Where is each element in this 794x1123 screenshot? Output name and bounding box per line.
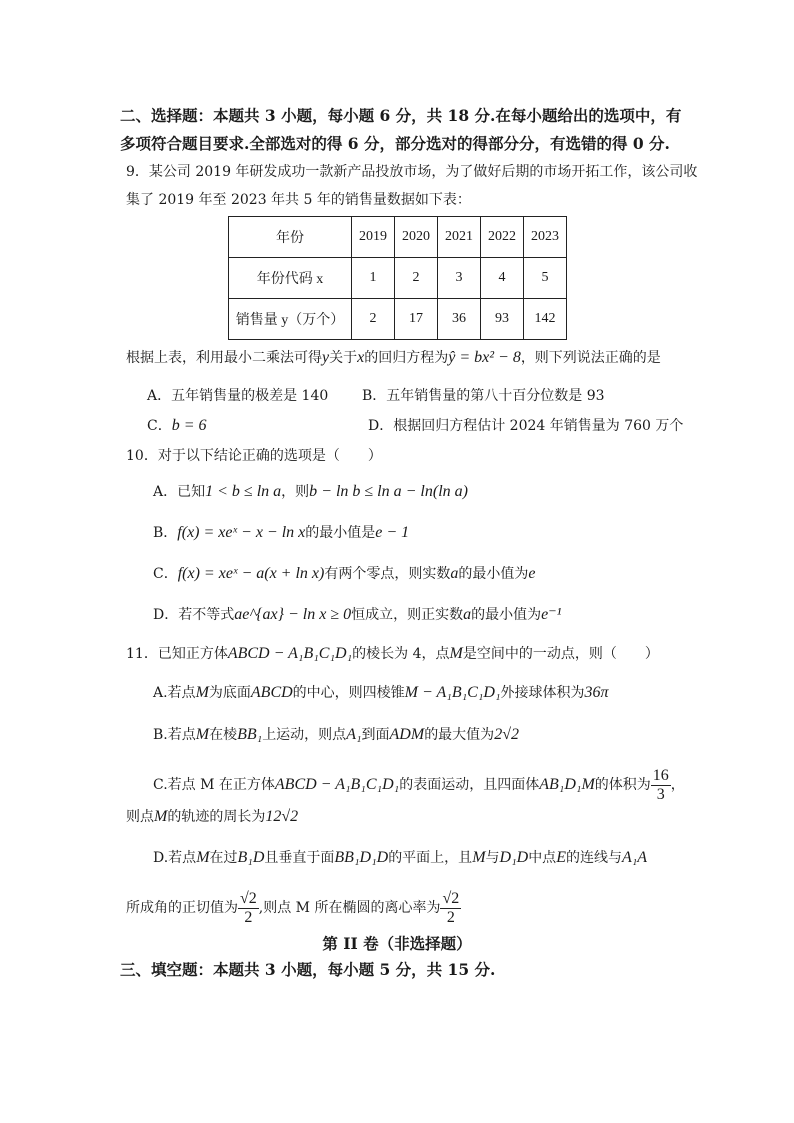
table-cell: 2023 [524, 217, 567, 258]
text: 的最小值为 [471, 607, 542, 623]
text: 在过 [209, 850, 238, 866]
q11-option-c-line1 [153, 763, 685, 807]
text: 有两个零点，则实数 [324, 566, 451, 582]
text: 中点 [528, 850, 557, 866]
table-cell: 4 [481, 258, 524, 299]
table-cell: 3 [438, 258, 481, 299]
table-cell: 5 [524, 258, 567, 299]
math: M [472, 849, 486, 866]
q9-option-c [147, 416, 207, 436]
text: ， [670, 777, 685, 793]
table-cell: 1 [352, 258, 395, 299]
math: ABCD [250, 684, 293, 701]
text: 的表面运动，且四面体 [399, 777, 540, 793]
math: b − ln b ≤ ln a − ln(ln a) [309, 483, 468, 500]
text: 的连线与 [565, 850, 622, 866]
table-cell: 年份代码 x [229, 258, 352, 299]
table-row [229, 258, 567, 299]
q10-option-b [153, 523, 409, 543]
text: 为底面 [208, 685, 251, 701]
table-cell: 2019 [352, 217, 395, 258]
fraction [440, 890, 461, 927]
q9-after-table [126, 348, 661, 368]
text: D．若不等式 [153, 607, 235, 623]
q11-option-b [153, 725, 519, 745]
fraction-numerator: 16 [652, 766, 669, 784]
text: 与 [485, 850, 500, 866]
text: C． [147, 418, 172, 434]
table-cell: 销售量 y（万个） [229, 299, 352, 340]
text: D.若点 [153, 850, 197, 866]
regression-equation: ŷ = bx² − 8 [448, 349, 521, 366]
table-cell: 142 [524, 299, 567, 340]
table-cell: 2020 [395, 217, 438, 258]
q10-option-d [153, 605, 561, 625]
table-cell: 2021 [438, 217, 481, 258]
math: f(x) = xeˣ − a(x + ln x) [177, 565, 325, 582]
text: 关于 [329, 350, 358, 366]
q11-option-d-line2 [126, 886, 461, 930]
text: B.若点 [153, 727, 196, 743]
math: 12√2 [265, 808, 299, 825]
table-cell: 2022 [481, 217, 524, 258]
math: AB₁D₁M [539, 776, 595, 793]
math: ABCD − A₁B₁C₁D₁ [227, 645, 353, 662]
text: C.若点 M 在正方体 [153, 777, 275, 793]
math: BB₁D₁D [334, 849, 389, 866]
math: 36π [584, 684, 609, 701]
q11-option-d-line1 [153, 848, 647, 868]
text: ,则点 M 所在椭圆的离心率为 [258, 900, 441, 916]
math: A₁ [346, 726, 362, 743]
math: M [449, 645, 463, 662]
math: e − 1 [375, 524, 410, 541]
math: B₁D [237, 849, 265, 866]
q10-option-a [153, 482, 468, 502]
text: 所成角的正切值为 [126, 900, 238, 916]
text: 的平面上，且 [388, 850, 473, 866]
math: 2√2 [494, 726, 519, 743]
text: 的体积为 [594, 777, 651, 793]
q9-stem-line1: 9．某公司 2019 年研发成功一款新产品投放市场，为了做好后期的市场开拓工作，该公司收 [126, 164, 698, 180]
math: ae^{ax} − ln x ≥ 0 [234, 606, 352, 623]
fraction-denominator: 2 [446, 908, 455, 926]
text: ，则下列说法正确的是 [520, 350, 661, 366]
q11-stem [126, 644, 659, 664]
section3-title: 三、填空题：本题共 3 小题，每小题 5 分，共 15 分. [120, 960, 496, 979]
fraction-denominator: 3 [656, 785, 665, 803]
table-row [229, 217, 567, 258]
math: BB₁ [237, 726, 263, 743]
q11-option-a [153, 683, 609, 703]
q11-option-c-line2 [126, 807, 298, 827]
math: A₁A [621, 849, 648, 866]
text: 恒成立，则正实数 [351, 607, 464, 623]
math: M [154, 808, 168, 825]
text: 11．已知正方体 [126, 646, 228, 662]
text: 的中心，则四棱锥 [292, 685, 405, 701]
math: ADM [389, 726, 425, 743]
q9-option-b: B．五年销售量的第八十百分位数是 93 [362, 388, 605, 404]
text: 的最小值是 [305, 525, 376, 541]
text: 在棱 [209, 727, 238, 743]
text: 的棱长为 4，点 [352, 646, 450, 662]
fraction [238, 890, 259, 927]
math: M − A₁B₁C₁D₁ [404, 684, 501, 701]
math: x [357, 349, 365, 366]
math: b = 6 [171, 417, 207, 434]
math: M [195, 684, 209, 701]
text: 是空间中的一动点，则（ ） [462, 646, 659, 662]
text: A．已知 [153, 484, 206, 500]
fraction-numerator: √2 [442, 889, 460, 907]
section2-title-line1: 二、选择题：本题共 3 小题，每小题 6 分，共 18 分.在每小题给出的选项中，有 [120, 106, 682, 125]
text: 的最大值为 [424, 727, 495, 743]
text: 且垂直于面 [264, 850, 335, 866]
q9-option-d: D．根据回归方程估计 2024 年销售量为 760 万个 [368, 418, 684, 434]
math: a [463, 606, 472, 623]
math: M [195, 726, 210, 743]
text: B． [153, 525, 178, 541]
text: 外接球体积为 [500, 685, 585, 701]
fraction-numerator: √2 [240, 889, 257, 907]
table-cell: 2 [395, 258, 438, 299]
text: 根据上表，利用最小二乘法可得 [126, 350, 322, 366]
text: 则点 [126, 809, 154, 825]
q10-option-c [153, 564, 535, 584]
table-row [229, 299, 567, 340]
text: 的轨迹的周长为 [167, 809, 266, 825]
math: D₁D [499, 849, 529, 866]
math: E [556, 849, 566, 866]
math: a [450, 565, 459, 582]
math: e⁻¹ [541, 606, 562, 623]
section2-title-line2: 多项符合题目要求.全部选对的得 6 分，部分选对的得部分分，有选错的得 0 分. [120, 134, 670, 153]
text: 的最小值为 [458, 566, 529, 582]
q10-stem: 10．对于以下结论正确的选项是（ ） [126, 448, 382, 464]
q9-stem-line2: 集了 2019 年至 2023 年共 5 年的销售量数据如下表： [126, 192, 471, 208]
text: 的回归方程为 [364, 350, 449, 366]
text: 上运动，则点 [262, 727, 347, 743]
table-cell: 17 [395, 299, 438, 340]
sales-table [228, 216, 567, 340]
fraction-denominator: 2 [244, 908, 253, 926]
text: ，则 [281, 484, 310, 500]
math: 1 < b ≤ ln a [205, 483, 282, 500]
math: y [322, 349, 330, 366]
part2-heading: 第 II 卷（非选择题） [322, 934, 472, 953]
table-cell: 2 [352, 299, 395, 340]
text: C． [153, 566, 178, 582]
text: 到面 [361, 727, 390, 743]
text: A.若点 [153, 685, 196, 701]
math: f(x) = xeˣ − x − ln x [177, 524, 306, 541]
table-cell: 93 [481, 299, 524, 340]
table-cell: 年份 [229, 217, 352, 258]
table-cell: 36 [438, 299, 481, 340]
fraction [651, 767, 671, 804]
math: M [196, 849, 210, 866]
math: ABCD − A₁B₁C₁D₁ [274, 776, 400, 793]
math: e [528, 565, 536, 582]
q9-option-a: A．五年销售量的极差是 140 [147, 388, 329, 404]
